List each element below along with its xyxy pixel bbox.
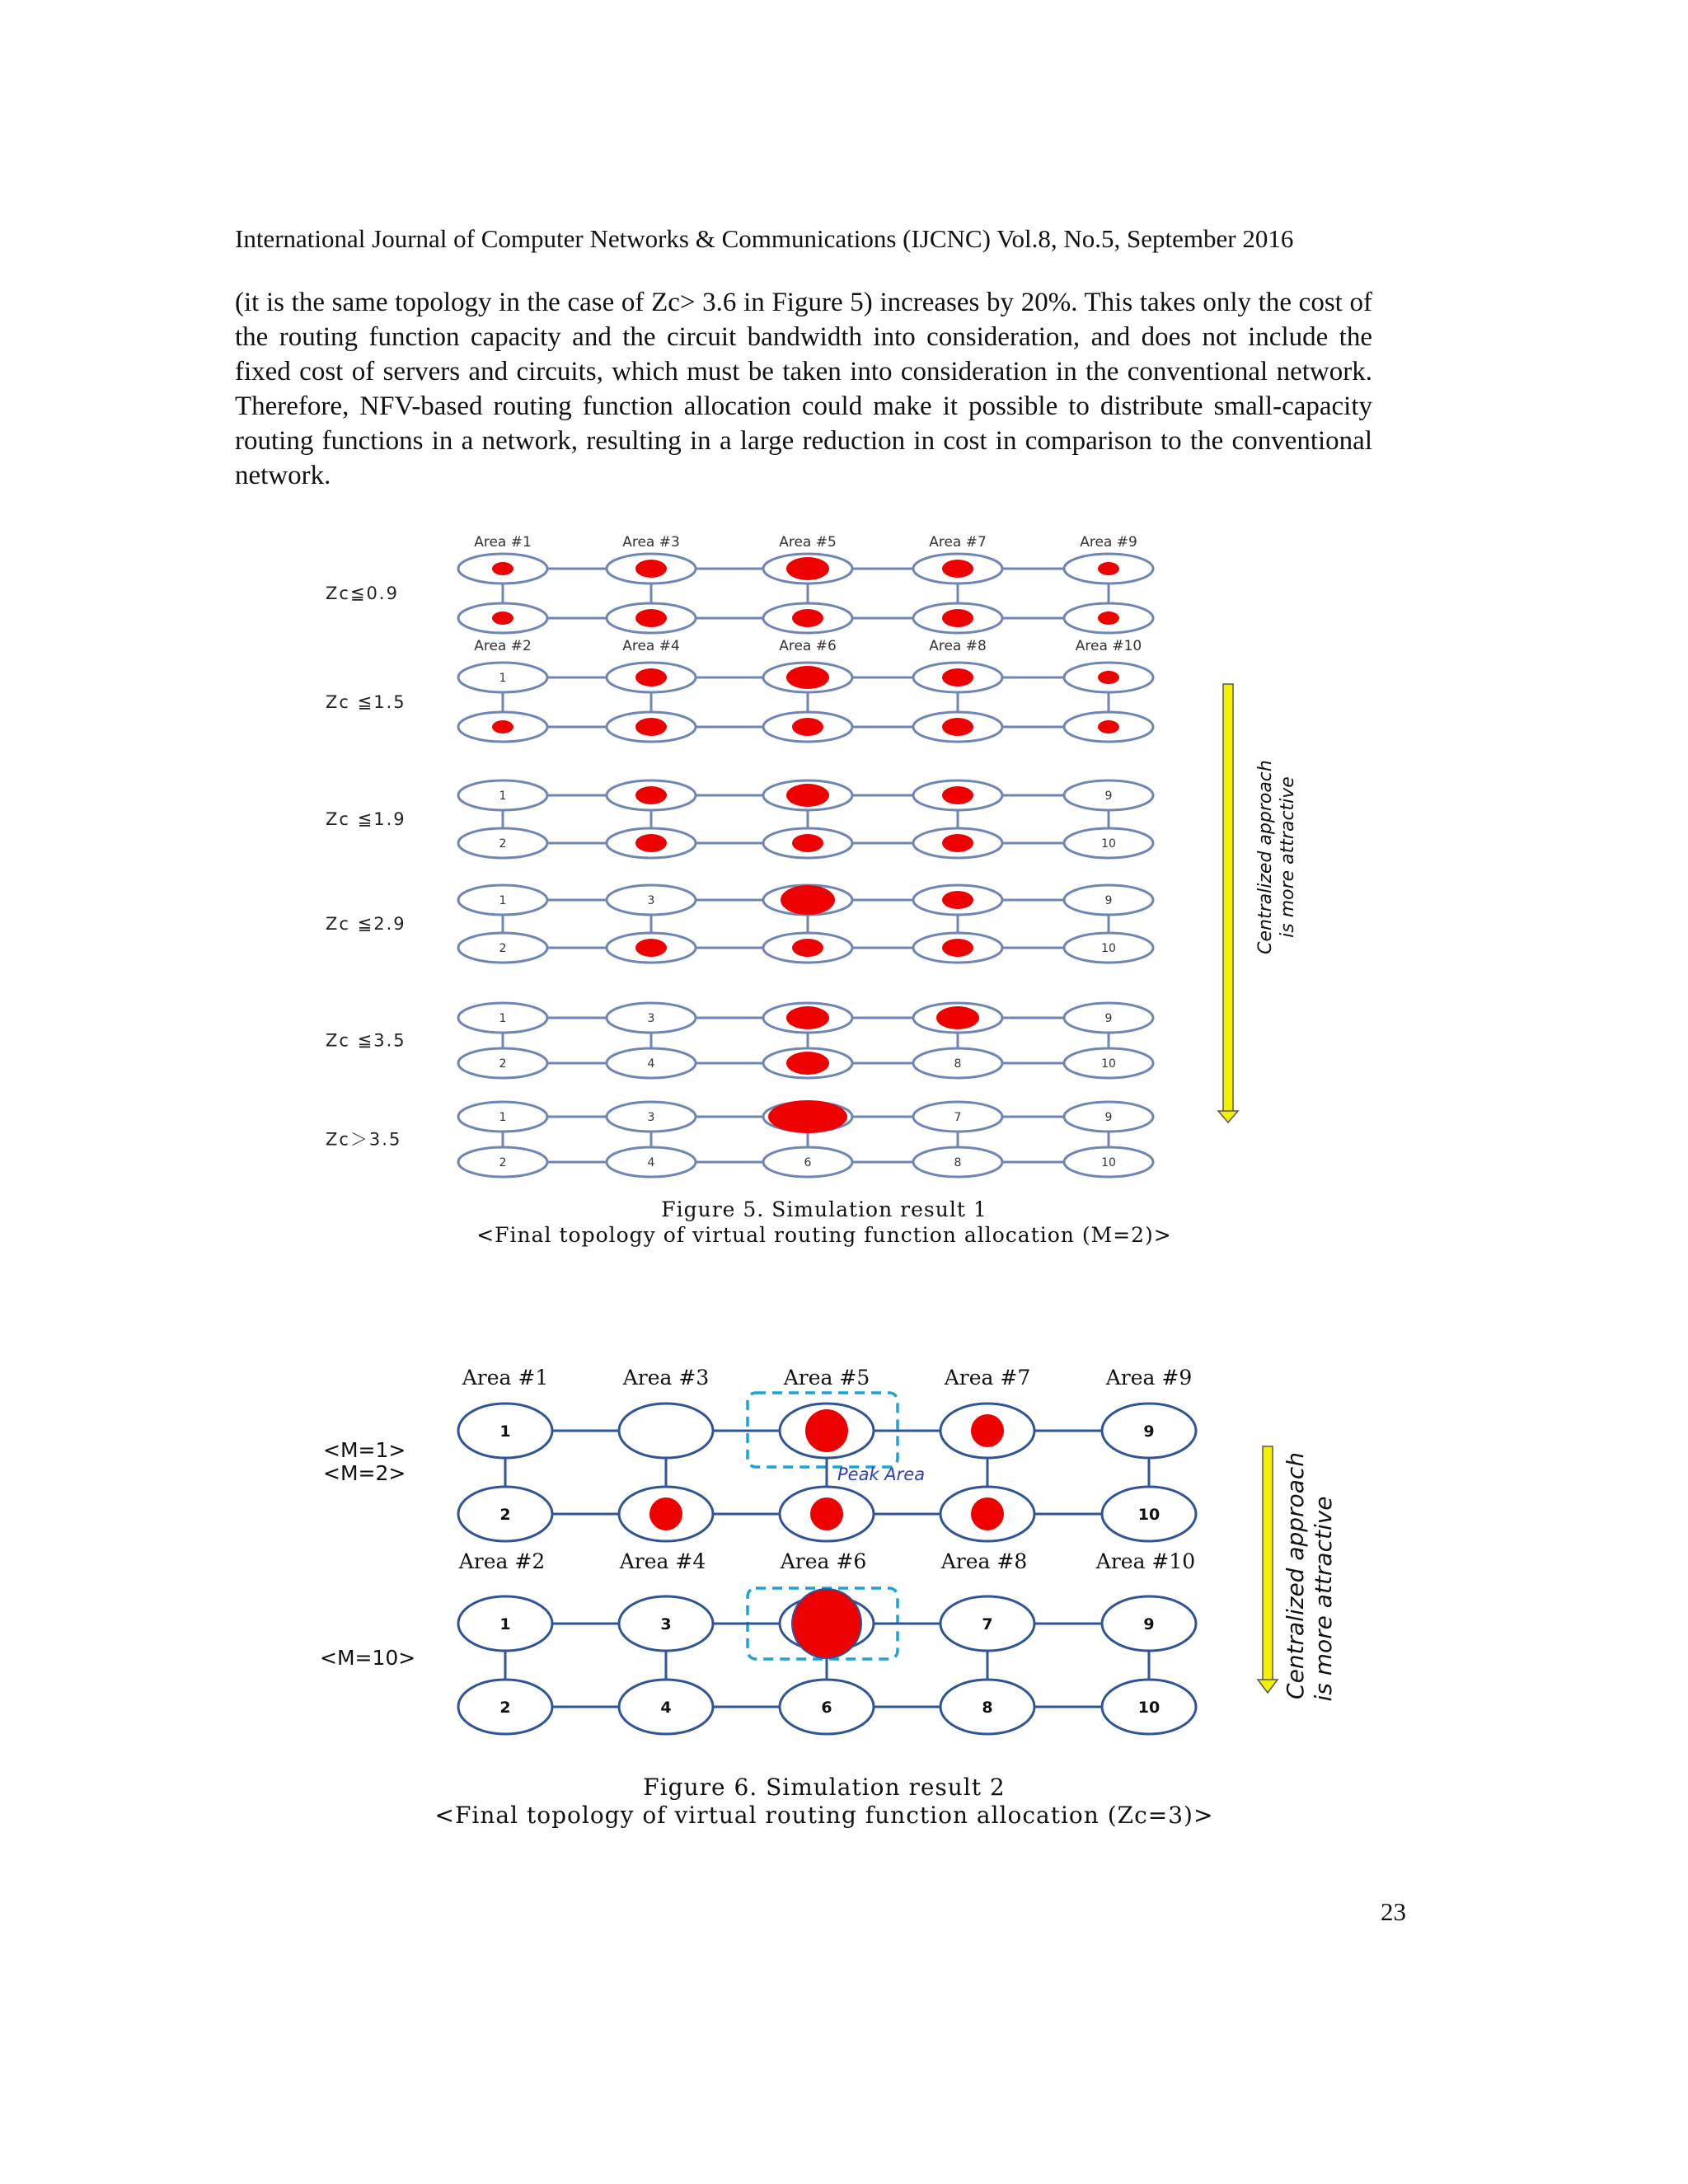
fig5-node-label: 10: [1101, 942, 1116, 955]
fig6-routing-function-dot: [810, 1497, 843, 1530]
fig5-routing-function-dot: [942, 609, 973, 627]
fig5-routing-function-dot: [492, 612, 513, 625]
fig5-bottom-area-label: Area #2: [474, 638, 532, 654]
fig6-top-area-label: Area #3: [622, 1366, 710, 1390]
fig6-peak-area-label: Peak Area: [837, 1465, 926, 1484]
fig6-routing-function-dot: [971, 1497, 1004, 1530]
fig5-node-label: 2: [499, 837, 507, 851]
fig6-routing-function-dot: [649, 1497, 682, 1530]
fig5-routing-function-dot: [1098, 671, 1119, 684]
fig5-routing-function-dot: [936, 1006, 979, 1029]
fig6-node-label: 8: [982, 1699, 993, 1717]
fig6-arrow-shaft: [1263, 1446, 1273, 1681]
fig6-bottom-area-label: Area #8: [940, 1549, 1028, 1573]
fig5-arrow-text: Centralized approach: [1255, 760, 1276, 954]
fig5-routing-function-dot: [768, 1100, 847, 1133]
fig5-routing-function-dot: [942, 834, 973, 852]
body-paragraph: (it is the same topology in the case of Zc> 3.6 in Figure 5) increases by 20%. This takes only the cost of the routing function capacity and the circuit bandwidth into consideration, and does not include the fixed cost of servers and circuits, which must be taken into consideration in the conventional network. Therefore, NFV-based routing function allocation could make it possible to distribute small-capacity routing functions in a network, resulting in a large reduction in cost in comparison to the conventional network.: [235, 288, 1372, 490]
fig5-routing-function-dot: [942, 786, 973, 804]
fig6-node: [619, 1404, 713, 1458]
fig5-node-label: 8: [954, 1057, 962, 1071]
fig6-node-label: 3: [660, 1615, 672, 1633]
fig5-node-label: 9: [1104, 1012, 1113, 1025]
fig6-arrow-head: [1258, 1680, 1278, 1693]
figure-5-caption-title: Figure 5. Simulation result 1: [661, 1197, 987, 1221]
fig5-routing-function-dot: [942, 668, 973, 687]
fig5-node-label: 9: [1104, 1111, 1113, 1124]
fig5-bottom-area-label: Area #8: [929, 638, 987, 654]
fig6-node-label: 1: [499, 1615, 511, 1633]
fig6-node-label: 1: [499, 1422, 511, 1441]
fig5-routing-function-dot: [786, 666, 829, 689]
figure-5-caption: [313, 1197, 1335, 1248]
fig5-top-area-label: Area #3: [622, 534, 680, 551]
figure-6-caption: [313, 1774, 1335, 1830]
fig5-arrow-shaft: [1223, 684, 1233, 1113]
fig6-routing-function-dot: [971, 1414, 1004, 1447]
fig5-routing-function-dot: [792, 609, 823, 627]
fig5-node-label: 1: [499, 1012, 507, 1025]
fig5-routing-function-dot: [492, 562, 513, 575]
fig5-bottom-area-label: Area #6: [779, 638, 837, 654]
fig5-routing-function-dot: [942, 718, 973, 736]
figure-6-caption-subtitle: <Final topology of virtual routing function allocation (Zc=3)>: [434, 1802, 1214, 1829]
fig6-group-label: <M=10>: [320, 1646, 416, 1670]
fig5-node-label: 1: [499, 894, 507, 907]
fig6-top-area-label: Area #7: [944, 1366, 1031, 1390]
fig6-bottom-area-label: Area #10: [1095, 1549, 1196, 1573]
fig5-node-label: 2: [499, 1057, 507, 1071]
fig5-routing-function-dot: [635, 834, 667, 852]
figure-6-caption-title: Figure 6. Simulation result 2: [643, 1774, 1006, 1801]
fig5-routing-function-dot: [635, 560, 667, 578]
fig5-node-label: 3: [647, 1111, 655, 1124]
fig6-node-label: 6: [821, 1699, 832, 1717]
fig5-node-label: 7: [954, 1111, 962, 1124]
fig5-node-label: 1: [499, 790, 507, 803]
fig6-node-label: 4: [660, 1699, 672, 1717]
fig5-routing-function-dot: [786, 1052, 829, 1075]
fig5-routing-function-dot: [792, 834, 823, 852]
fig5-top-area-label: Area #1: [474, 534, 532, 551]
fig6-node-label: 2: [499, 1506, 511, 1524]
fig5-node-label: 2: [499, 942, 507, 955]
fig6-routing-function-dot: [792, 1589, 861, 1658]
fig5-row-label: Zc ≦1.5: [326, 692, 406, 712]
fig5-top-area-label: Area #7: [929, 534, 987, 551]
fig5-node-label: 9: [1104, 894, 1113, 907]
fig5-routing-function-dot: [781, 885, 835, 915]
fig5-node-label: 8: [954, 1156, 962, 1169]
fig5-node-label: 1: [499, 672, 507, 685]
fig5-bottom-area-label: Area #10: [1075, 638, 1142, 654]
fig5-node-label: 6: [804, 1156, 812, 1169]
figure-5-caption-subtitle: <Final topology of virtual routing function allocation (M=2)>: [476, 1223, 1172, 1247]
fig5-bottom-area-label: Area #4: [622, 638, 680, 654]
fig5-routing-function-dot: [635, 718, 667, 736]
fig5-routing-function-dot: [942, 891, 973, 909]
fig6-arrow-text: Centralized approach: [1282, 1452, 1309, 1699]
fig5-node-label: 10: [1101, 1057, 1116, 1071]
fig5-node-label: 10: [1101, 1156, 1116, 1169]
fig6-top-area-label: Area #9: [1105, 1366, 1193, 1390]
fig5-routing-function-dot: [942, 560, 973, 578]
fig5-node-label: 3: [647, 1012, 655, 1025]
page-number: 23: [1381, 1897, 1406, 1926]
fig5-row-label: Zc ≦3.5: [326, 1030, 406, 1051]
fig5-routing-function-dot: [635, 668, 667, 687]
fig6-bottom-area-label: Area #2: [458, 1549, 546, 1573]
fig6-node-label: 10: [1137, 1506, 1160, 1524]
fig5-node-label: 9: [1104, 790, 1113, 803]
fig5-routing-function-dot: [786, 1006, 829, 1029]
fig5-node-label: 3: [647, 894, 655, 907]
fig5-routing-function-dot: [1098, 562, 1119, 575]
fig6-node-label: 7: [982, 1615, 993, 1633]
fig5-node-label: 4: [647, 1156, 655, 1169]
fig5-top-area-label: Area #9: [1080, 534, 1137, 551]
fig5-routing-function-dot: [1098, 612, 1119, 625]
fig5-routing-function-dot: [635, 609, 667, 627]
fig6-routing-function-dot: [805, 1409, 848, 1452]
fig6-bottom-area-label: Area #4: [619, 1549, 706, 1573]
fig6-group-label: <M=2>: [323, 1461, 406, 1485]
fig5-row-label: Zc ≦2.9: [326, 914, 406, 934]
fig6-top-area-label: Area #5: [783, 1366, 870, 1390]
fig6-node-label: 10: [1137, 1699, 1160, 1717]
fig5-arrow-head: [1218, 1111, 1238, 1122]
fig5-arrow-text: is more attractive: [1278, 776, 1298, 938]
fig6-bottom-area-label: Area #6: [780, 1549, 867, 1573]
fig5-routing-function-dot: [786, 557, 829, 580]
journal-header: International Journal of Computer Networks & Communications (IJCNC) Vol.8, No.5, September 2016: [235, 224, 1294, 253]
fig5-routing-function-dot: [635, 786, 667, 804]
fig5-routing-function-dot: [792, 718, 823, 736]
fig5-row-label: Zc＞3.5: [326, 1129, 402, 1150]
fig5-node-label: 10: [1101, 837, 1116, 851]
fig5-node-label: 4: [647, 1057, 655, 1071]
fig6-node-label: 9: [1143, 1422, 1155, 1441]
fig5-routing-function-dot: [1098, 720, 1119, 733]
fig5-routing-function-dot: [492, 720, 513, 733]
fig6-arrow-text: is more attractive: [1310, 1496, 1337, 1702]
fig5-row-label: Zc≦0.9: [326, 583, 399, 603]
fig5-routing-function-dot: [635, 939, 667, 957]
fig5-top-area-label: Area #5: [779, 534, 837, 551]
fig5-routing-function-dot: [786, 784, 829, 807]
fig6-top-area-label: Area #1: [462, 1366, 549, 1390]
fig5-node-label: 2: [499, 1156, 507, 1169]
fig5-routing-function-dot: [792, 939, 823, 957]
fig5-row-label: Zc ≦1.9: [326, 809, 406, 829]
fig5-node-label: 1: [499, 1111, 507, 1124]
fig5-routing-function-dot: [942, 939, 973, 957]
fig6-node-label: 9: [1143, 1615, 1155, 1633]
fig6-group-label: <M=1>: [323, 1438, 406, 1462]
fig6-node-label: 2: [499, 1699, 511, 1717]
